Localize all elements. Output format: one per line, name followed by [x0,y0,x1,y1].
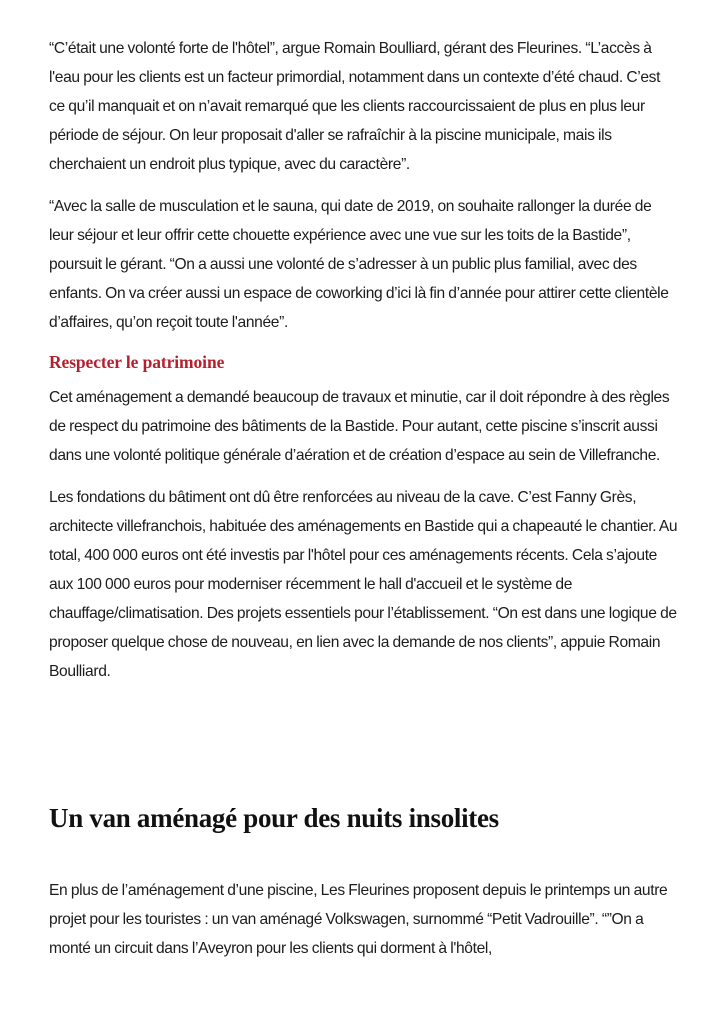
subheading-respecter-le-patrimoine: Respecter le patrimoine [49,352,225,372]
article-paragraph: “Avec la salle de musculation et le sauna, qui date de 2019, on souhaite rallonger la durée de leur séjour et leur offrir cette chouette expérience avec une vue sur les toits de la Bastide”, poursuit le gérant. “On a aussi une volonté de s’adresser à un public plus familial, avec des enfants. On va créer aussi un espace de coworking d’ici là fin d’année pour attirer cette clientèle d’affaires, qu’on reçoit toute l'année”. [49,198,669,331]
article-paragraph: Cet aménagement a demandé beaucoup de travaux et minutie, car il doit répondre à des règles de respect du patrimoine des bâtiments de la Bastide. Pour autant, cette piscine s’inscrit aussi dans une volonté politique générale d’aération et de création d’espace au sein de Villefranche. [49,389,670,464]
article-paragraph: “C’était une volonté forte de l'hôtel”, argue Romain Boulliard, gérant des Fleurines. “L’accès à l'eau pour les clients est un facteur primordial, notamment dans un contexte d’été chaud. C’est ce qu’il manquait et on n’avait remarqué que les clients raccourcissaient de plus en plus leur période de séjour. On leur proposait d'aller se rafraîchir à la piscine municipale, mais ils cherchaient un endroit plus typique, avec du caractère”. [49,40,661,173]
article-paragraph: En plus de l’aménagement d’une piscine, Les Fleurines proposent depuis le printemps un autre projet pour les touristes : un van aménagé Volkswagen, surnommé “Petit Vadrouille”. “”On a monté un circuit dans l’Aveyron pour les clients qui dorment à l'hôtel, [49,882,668,957]
article-paragraph: Les fondations du bâtiment ont dû être renforcées au niveau de la cave. C’est Fanny Grès, architecte villefranchois, habituée des aménagements en Bastide qui a chapeauté le chantier. Au total, 400 000 euros ont été investis par l'hôtel pour ces aménagements récents. Cela s’ajoute aux 100 000 euros pour moderniser récemment le hall d'accueil et le système de chauffage/climatisation. Des projets essentiels pour l’établissement. “On est dans une logique de proposer quelque chose de nouveau, en lien avec la demande de nos clients”, appuie Romain Boulliard. [49,489,678,680]
article-body-continued [49,876,679,976]
article-body [49,34,679,699]
section-heading-van-amenage: Un van aménagé pour des nuits insolites [49,803,499,833]
